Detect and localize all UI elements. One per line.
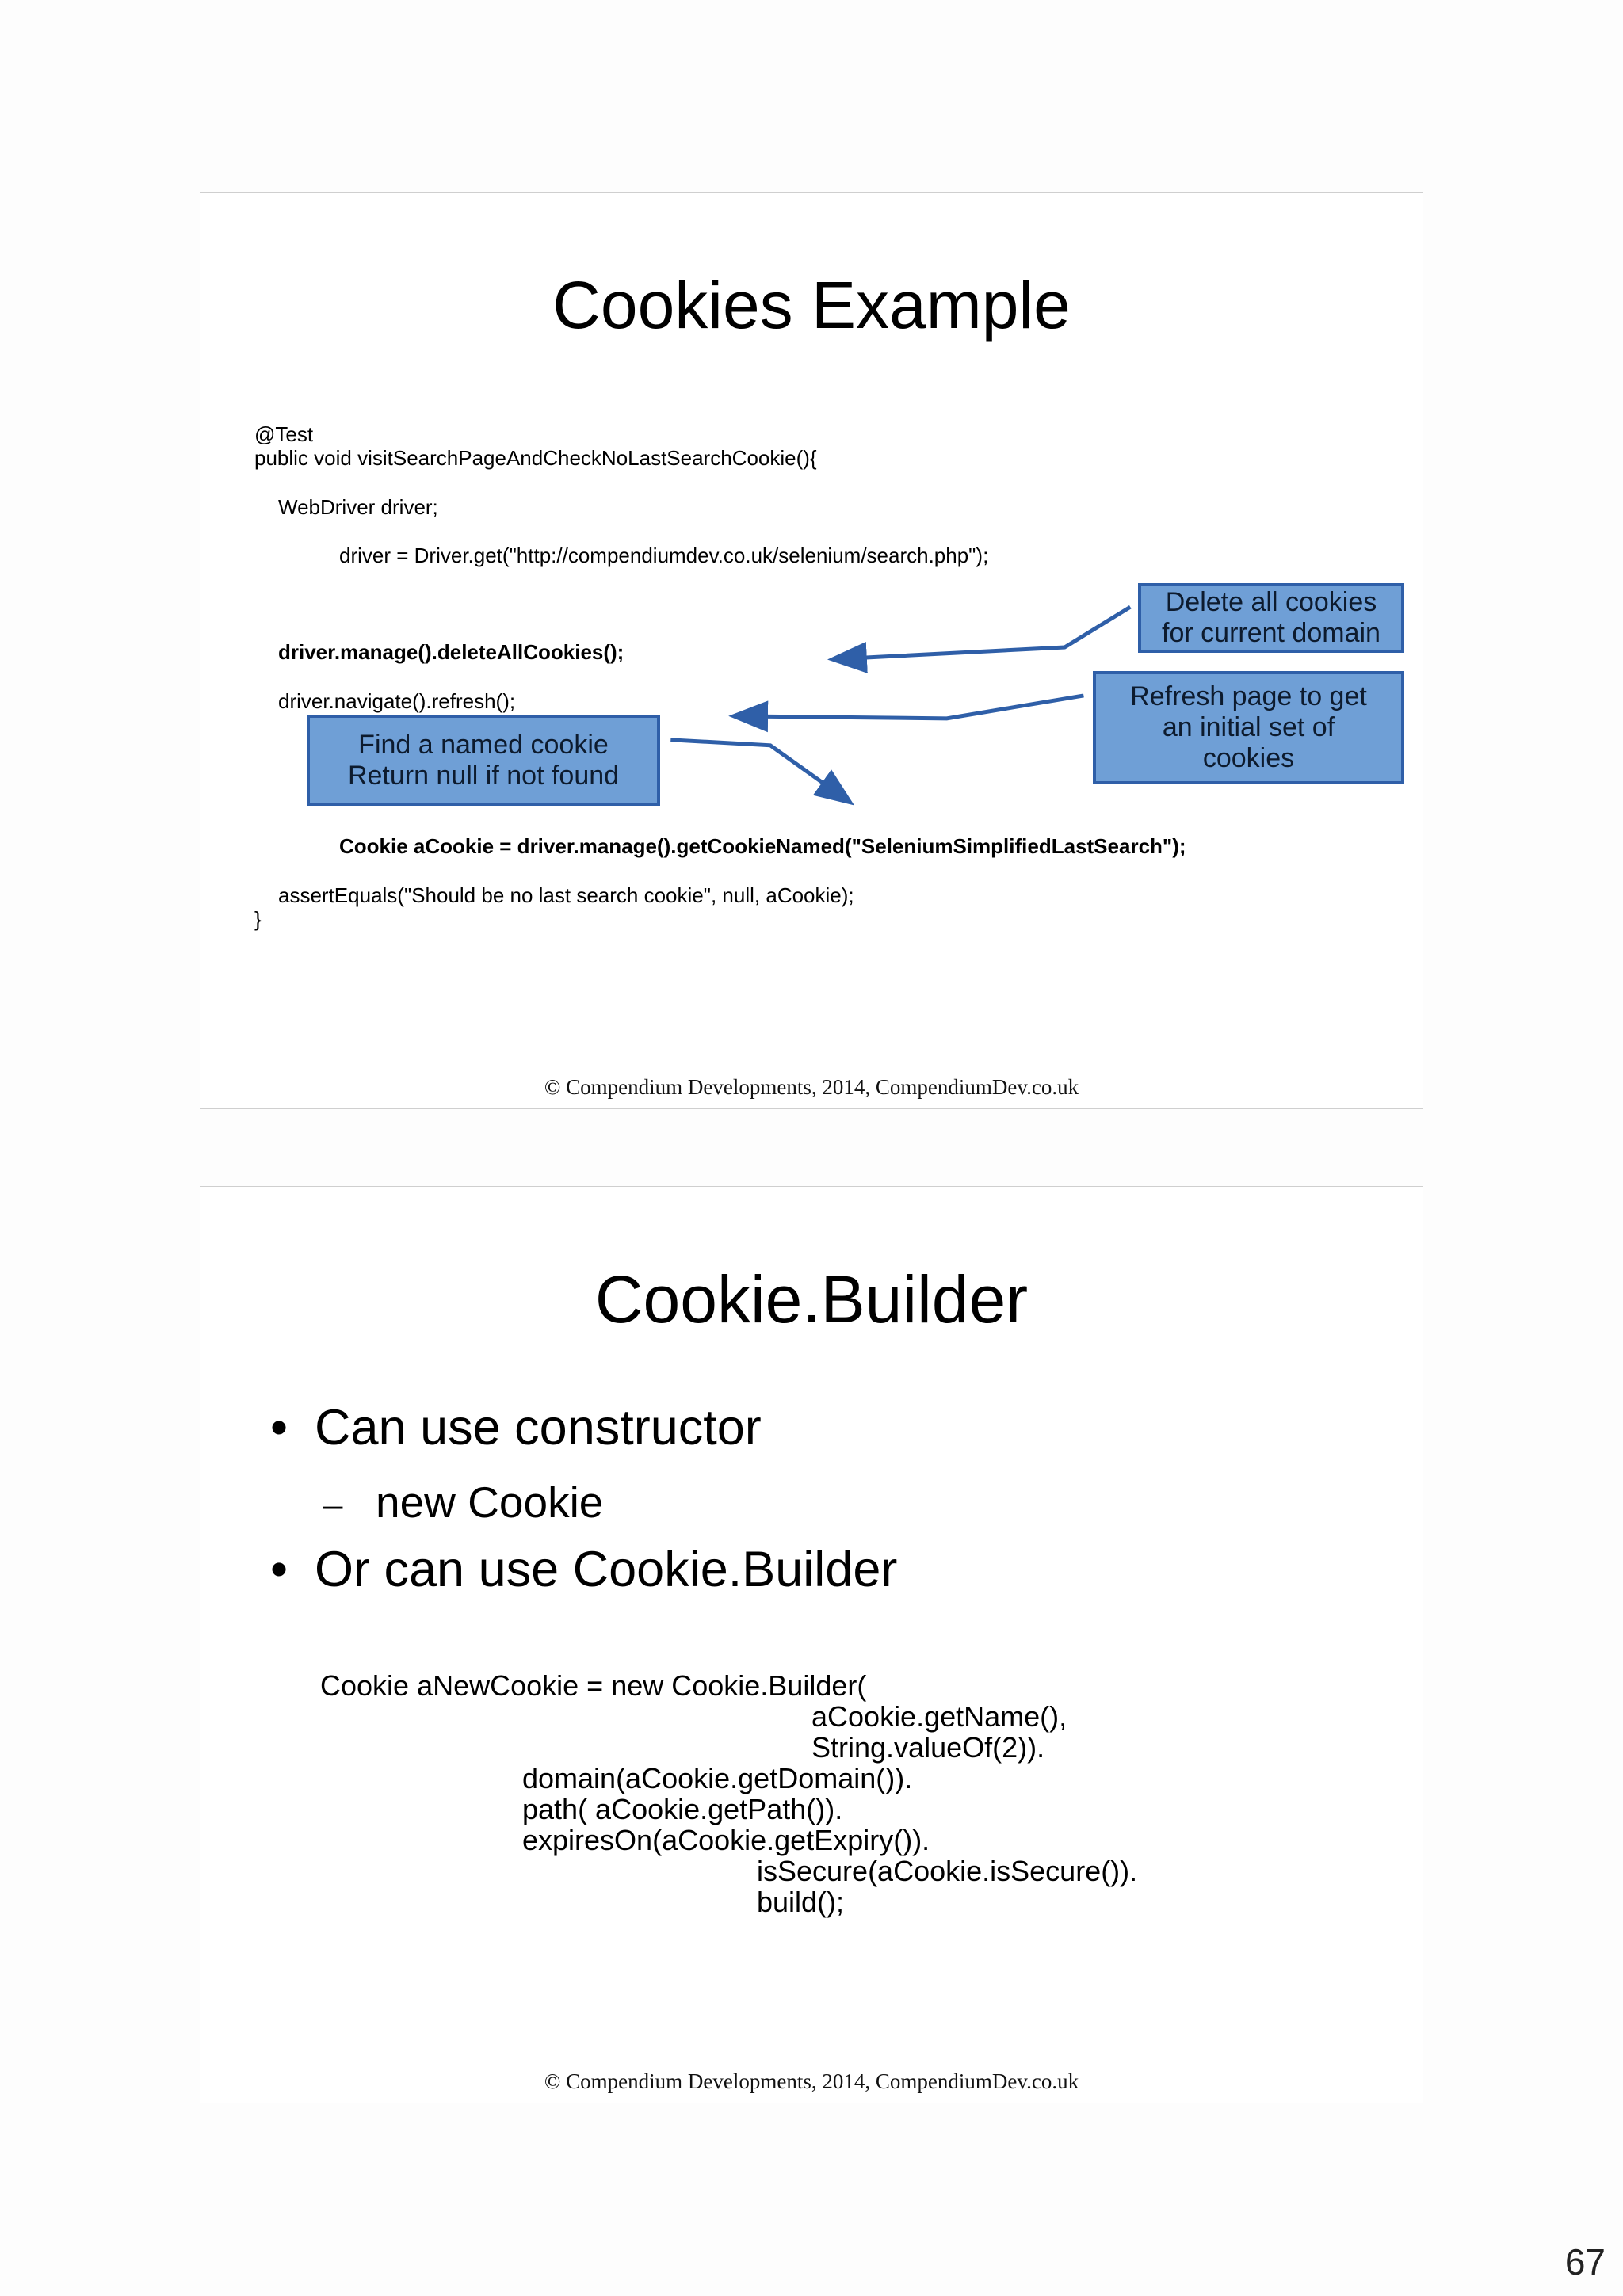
arrow-delete xyxy=(835,607,1130,659)
code-assert-equals: assertEquals("Should be no last search cookie", null, aCookie); xyxy=(278,883,854,907)
sub-bullet-text: new Cookie xyxy=(376,1478,604,1527)
code-closing-brace: } xyxy=(254,907,262,931)
page-number: 67 xyxy=(1564,2241,1606,2283)
code-get-cookie-named: Cookie aCookie = driver.manage().getCookieNamed("SeleniumSimplifiedLastSearch"); xyxy=(339,834,1186,858)
code-line: path( aCookie.getPath()). xyxy=(522,1793,843,1825)
code-line: domain(aCookie.getDomain()). xyxy=(522,1762,913,1794)
bullet-text: Can use constructor xyxy=(315,1400,762,1455)
code-line: expiresOn(aCookie.getExpiry()). xyxy=(522,1824,930,1856)
slide-footer: © Compendium Developments, 2014, CompendiumDev.co.uk xyxy=(544,1075,1079,1099)
sub-bullet-item xyxy=(323,1477,603,1527)
callout-refresh-line3: cookies xyxy=(1202,743,1295,773)
bullet-text: Or can use Cookie.Builder xyxy=(315,1542,898,1597)
callout-refresh-line1: Refresh page to get xyxy=(1130,681,1367,711)
callout-delete-line1: Delete all cookies xyxy=(1165,587,1377,617)
code-annotation: @Test xyxy=(254,422,314,446)
bullet-item xyxy=(270,1541,897,1598)
code-line: isSecure(aCookie.isSecure()). xyxy=(757,1855,1138,1887)
code-driver-declaration: WebDriver driver; xyxy=(278,495,438,519)
code-line: String.valueOf(2)). xyxy=(812,1731,1045,1764)
callout-refresh-line2: an initial set of xyxy=(1162,712,1335,742)
code-line: aCookie.getName(), xyxy=(812,1700,1067,1733)
arrow-refresh xyxy=(736,696,1083,719)
callout-find-line1: Find a named cookie xyxy=(358,729,609,760)
code-line: build(); xyxy=(757,1886,845,1918)
dash-icon: – xyxy=(323,1486,343,1525)
code-navigate-refresh: driver.navigate().refresh(); xyxy=(278,689,516,713)
arrow-find xyxy=(670,740,848,801)
bullet-dot-icon: • xyxy=(270,1542,288,1597)
code-delete-all-cookies: driver.manage().deleteAllCookies(); xyxy=(278,640,624,664)
callout-refresh-page xyxy=(1093,671,1404,784)
slide-footer: © Compendium Developments, 2014, CompendiumDev.co.uk xyxy=(544,2069,1079,2093)
callout-delete-line2: for current domain xyxy=(1162,618,1381,648)
slide-cookies-example xyxy=(200,192,1423,1109)
code-method-signature: public void visitSearchPageAndCheckNoLastSearchCookie(){ xyxy=(254,446,817,470)
callout-find-named-cookie xyxy=(307,715,660,806)
callout-delete-cookies xyxy=(1138,583,1404,653)
callout-find-line2: Return null if not found xyxy=(347,760,620,791)
code-line: Cookie aNewCookie = new Cookie.Builder( xyxy=(320,1669,867,1702)
bullet-item xyxy=(270,1399,762,1456)
code-driver-get: driver = Driver.get("http://compendiumdev.co.uk/selenium/search.php"); xyxy=(339,543,989,567)
slide-title: Cookies Example xyxy=(552,268,1071,342)
slide-cookie-builder xyxy=(200,1186,1423,2103)
slide-title: Cookie.Builder xyxy=(594,1262,1029,1337)
bullet-dot-icon: • xyxy=(270,1400,288,1455)
